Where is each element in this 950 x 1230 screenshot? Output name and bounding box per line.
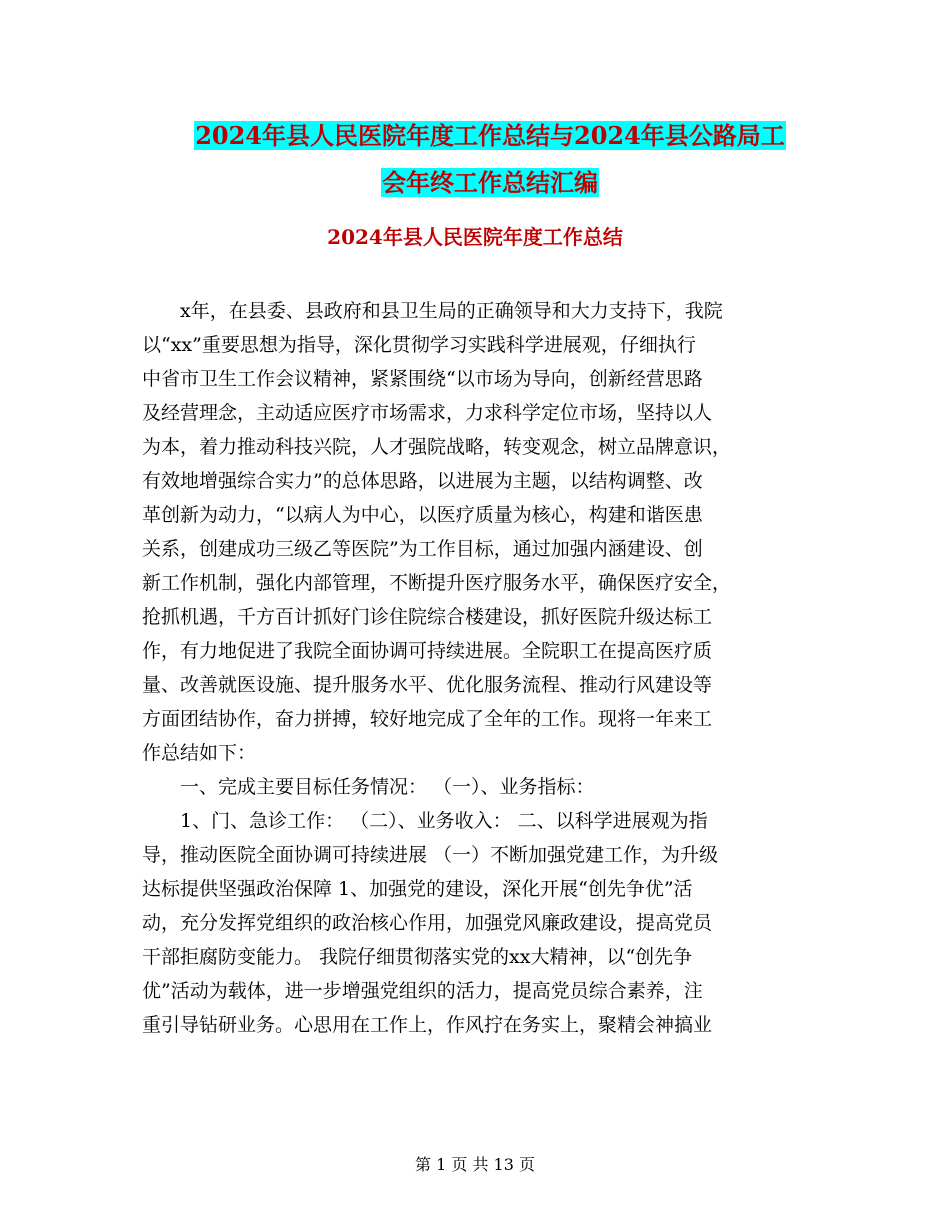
paragraph-line: 重引导钻研业务。心思用在工作上，作风拧在务实上，聚精会神搞业 [142,1014,713,1036]
paragraph-line: 中省市卫生工作会议精神，紧紧围绕“以市场为导向，创新经营思路 [142,368,703,390]
paragraph-line: 作，有力地促进了我院全面协调可持续进展。全院职工在提高医疗质 [142,640,713,662]
document-title-line-2: 会年终工作总结汇编 [382,168,598,197]
paragraph-line: 导，推动医院全面协调可持续进展 （一）不断加强党建工作，为升级 [142,844,719,866]
paragraph-line: 1、门、急诊工作： （二）、业务收入： 二、以科学进展观为指 [180,810,708,832]
paragraph-line: 有效地增强综合实力”的总体思路，以进展为主题，以结构调整、改 [142,470,703,492]
paragraph-line: 抢抓机遇，千方百计抓好门诊住院综合楼建设，抓好医院升级达标工 [142,606,713,628]
paragraph-line: 以“xx”重要思想为指导，深化贯彻学习实践科学进展观，仔细执行 [142,334,696,356]
paragraph-line: 新工作机制，强化内部管理，不断提升医疗服务水平，确保医疗安全， [142,572,732,594]
paragraph-line: 及经营理念，主动适应医疗市场需求，力求科学定位市场，坚持以人 [142,402,713,424]
paragraph-line: 量、改善就医设施、提升服务水平、优化服务流程、推动行风建设等 [142,674,713,696]
section-title: 2024年县人民医院年度工作总结 [327,225,623,249]
paragraph-line: 一、完成主要目标任务情况： （一）、业务指标： [180,776,595,798]
paragraph-line: 干部拒腐防变能力。 我院仔细贯彻落实党的xx大精神，以“创先争 [142,946,693,968]
paragraph-line: x年，在县委、县政府和县卫生局的正确领导和大力支持下，我院 [180,300,723,322]
document-title-line-1: 2024年县人民医院年度工作总结与2024年县公路局工 [195,121,785,150]
paragraph-line: 方面团结协作，奋力拼搏，较好地完成了全年的工作。现将一年来工 [142,708,713,730]
paragraph-line: 关系，创建成功三级乙等医院”为工作目标，通过加强内涵建设、创 [142,538,703,560]
paragraph-line: 作总结如下： [142,742,257,764]
paragraph-line: 为本，着力推动科技兴院，人才强院战略，转变观念，树立品牌意识， [142,436,732,458]
document-title [140,112,840,206]
page-footer: 第 1 页 共 13 页 [415,1155,535,1174]
paragraph-line: 动，充分发挥党组织的政治核心作用，加强党风廉政建设，提高党员 [142,912,713,934]
paragraph-line: 达标提供坚强政治保障 1、加强党的建设，深化开展“创先争优”活 [142,878,693,900]
paragraph-line: 优”活动为载体，进一步增强党组织的活力，提高党员综合素养，注 [142,980,703,1002]
body-text [142,294,812,1042]
paragraph-line: 革创新为动力，“以病人为中心，以医疗质量为核心，构建和谐医患 [142,504,703,526]
